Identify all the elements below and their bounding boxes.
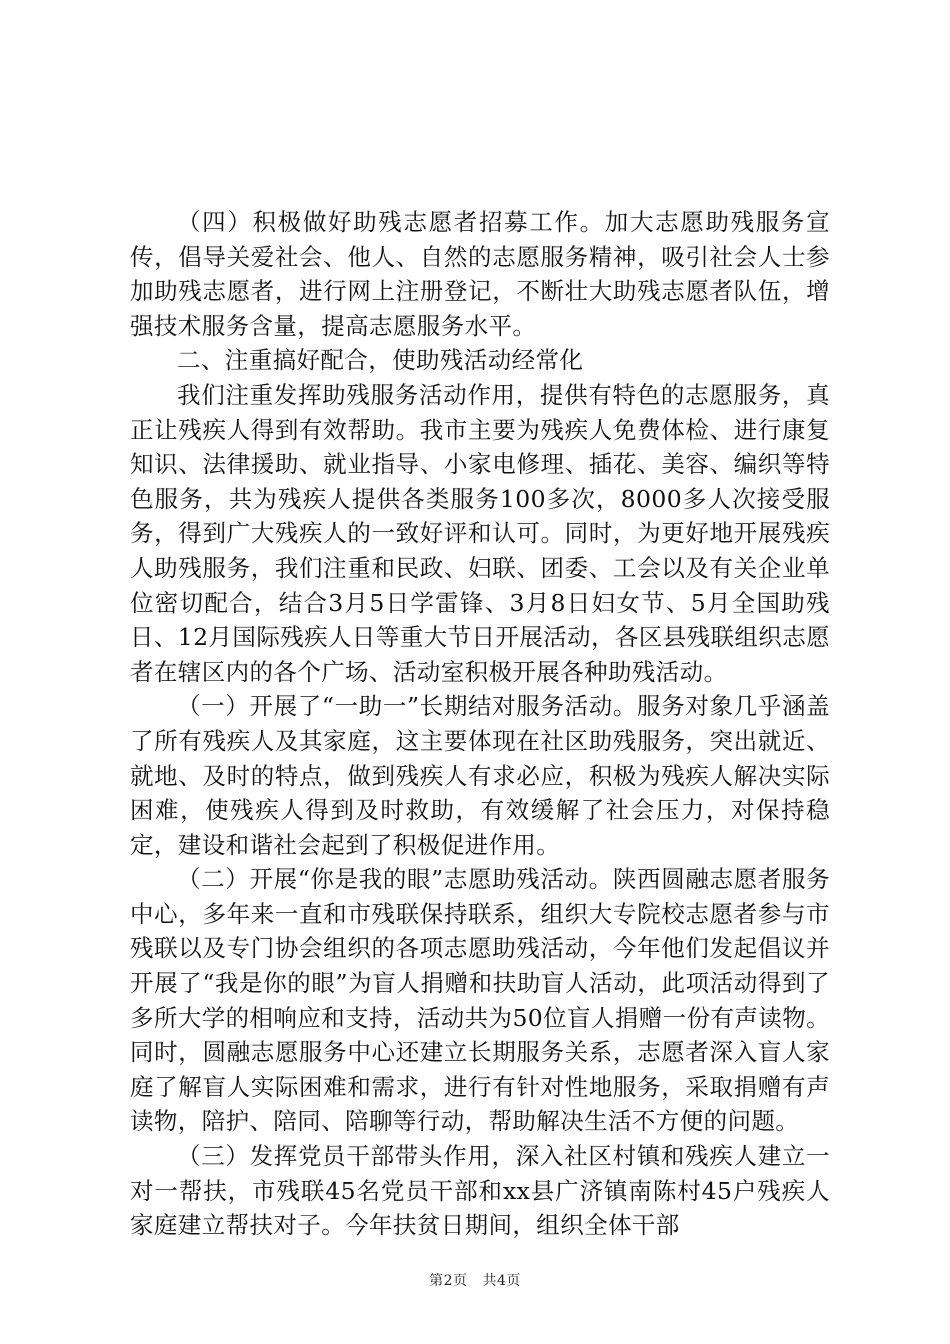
section-heading-cooperation: 二、注重搞好配合，使助残活动经常化 <box>177 346 584 375</box>
paragraph-one-on-one-service: （一）开展了“一助一”长期结对服务活动。服务对象几乎涵盖了所有残疾人及其家庭，这主要体现在社区助残服务，突出就近、就地、及时的特点，做到残疾人有求必应，积极为残疾人解决实际困难，使残疾人得到及时救助，有效缓解了社会压力，对保持稳定，建设和谐社会起到了积极促进作用。 <box>130 692 830 859</box>
page-footer <box>0 1270 950 1290</box>
page-total: 共4页 <box>482 1273 521 1289</box>
document-body <box>130 205 830 1243</box>
paragraph-you-are-my-eyes: （二）开展“你是我的眼”志愿助残活动。陕西圆融志愿者服务中心，多年来一直和市残联保持联系，组织大专院校志愿者参与市残联以及专门协会组织的各项志愿助残活动，今年他们发起倡议并开展了“我是你的眼”为盲人捐赠和扶助盲人活动，此项活动得到了多所大学的相响应和支持，活动共为50位盲人捐赠一份有声读物。同时，圆融志愿服务中心还建立长期服务关系，志愿者深入盲人家庭了解盲人实际困难和需求，进行有针对性地服务，采取捐赠有声读物，陪护、陪同、陪聊等行动，帮助解决生活不方便的问题。 <box>130 865 830 1136</box>
page-number: 第2页 <box>429 1273 468 1289</box>
paragraph-party-members: （三）发挥党员干部带头作用，深入社区村镇和残疾人建立一对一帮扶，市残联45名党员干部和xx县广济镇南陈村45户残疾人家庭建立帮扶对子。今年扶贫日期间，组织全体干部 <box>130 1142 830 1240</box>
paragraph-services-overview: 我们注重发挥助残服务活动作用，提供有特色的志愿服务，真正让残疾人得到有效帮助。我市主要为残疾人免费体检、进行康复知识、法律援助、就业指导、小家电修理、插花、美容、编织等特色服务，共为残疾人提供各类服务100多次，8000多人次接受服务，得到广大残疾人的一致好评和认可。同时，为更好地开展残疾人助残服务，我们注重和民政、妇联、团委、工会以及有关企业单位密切配合，结合3月5日学雷锋、3月8日妇女节、5月全国助残日、12月国际残疾人日等重大节日开展活动，各区县残联组织志愿者在辖区内的各个广场、活动室积极开展各种助残活动。 <box>130 380 830 686</box>
paragraph-recruit-volunteers: （四）积极做好助残志愿者招募工作。加大志愿助残服务宣传，倡导关爱社会、他人、自然的志愿服务精神，吸引社会人士参加助残志愿者，进行网上注册登记，不断壮大助残志愿者队伍，增强技术服务含量，提高志愿服务水平。 <box>130 208 830 340</box>
